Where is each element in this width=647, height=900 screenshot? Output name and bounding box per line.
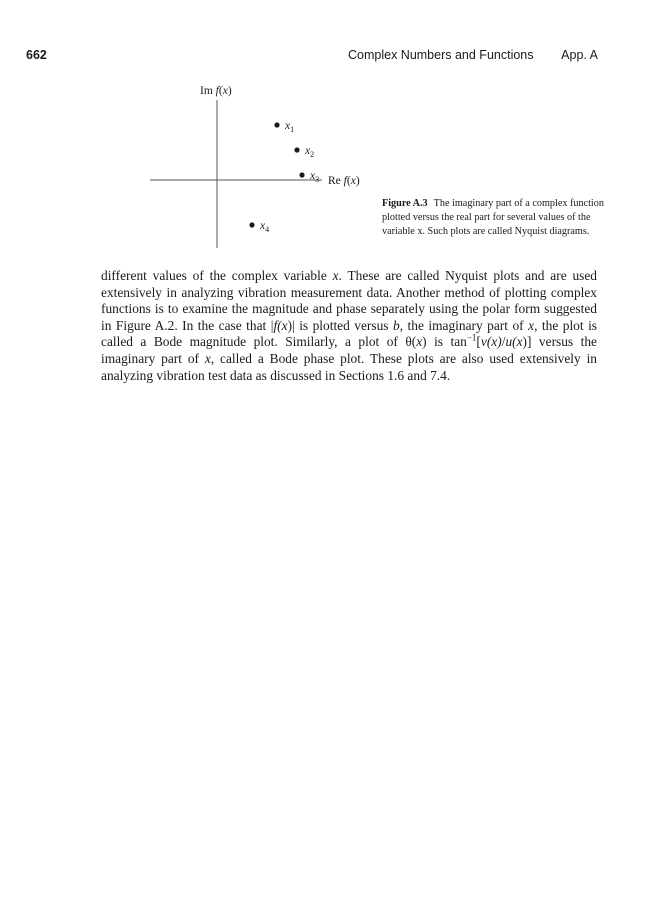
body-text-1: different values of the complex variable <box>101 268 333 283</box>
point-marker-2 <box>294 147 299 152</box>
point-marker-1 <box>274 122 279 127</box>
x-axis-label: Re f(x) <box>328 175 360 187</box>
figure-caption <box>382 197 607 239</box>
var-x: x <box>528 317 535 333</box>
var-fx: f(x <box>273 317 288 333</box>
superscript-minus-one: −1 <box>466 332 477 343</box>
var-vx: v(x) <box>480 334 502 350</box>
appendix-label: App. A <box>561 48 598 62</box>
body-text-3: )| is plotted versus <box>287 317 393 333</box>
body-text-5: , the plot is called a Bode magnitude plot. Similarly, a plot of θ( <box>101 317 597 350</box>
page-number: 662 <box>26 48 47 62</box>
slash: / <box>501 334 506 350</box>
body-text-2: . These are called Nyquist plots and are used extensively in analyzing vibration measurement data. Another method of plotting complex functions is to examine the magnitude and phase separately using the polar form suggested in Figure A.2. In the case that | <box>101 268 597 333</box>
point-label-1: $x_1$ <box>285 120 295 134</box>
point-label-2: $x_2$ <box>305 145 315 159</box>
var-x: x <box>332 268 339 283</box>
var-x: x <box>416 334 423 350</box>
y-axis-label: Im f(x) <box>200 85 232 97</box>
var-b: b <box>393 317 400 333</box>
point-label-4: $x_4$ <box>260 220 270 234</box>
body-text-4: , the imaginary part of <box>399 317 529 333</box>
body-text-6: ) is tan <box>422 334 467 350</box>
point-marker-3 <box>299 172 304 177</box>
body-text-7: [ <box>476 334 481 350</box>
body-text-8: )] versus the imaginary part of <box>101 334 597 366</box>
point-label-3: $x_3$ <box>310 170 320 184</box>
var-ux: u(x <box>505 334 523 350</box>
running-header <box>26 48 598 66</box>
figure-label: Figure A.3 <box>382 198 428 209</box>
body-text-9: , called a Bode phase plot. These plots are also used extensively in analyzing vibration test data as discussed in Sections 1.6 and 7.4. <box>101 350 597 383</box>
point-marker-4 <box>249 222 254 227</box>
caption-text: The imaginary part of a complex function plotted versus the real part for several values of the variable x. Such plots are called Nyquist diagrams. <box>382 198 604 237</box>
running-title: Complex Numbers and Functions <box>348 48 534 62</box>
var-x: x <box>204 350 211 366</box>
nyquist-diagram <box>140 78 380 253</box>
body-paragraph <box>101 268 597 384</box>
